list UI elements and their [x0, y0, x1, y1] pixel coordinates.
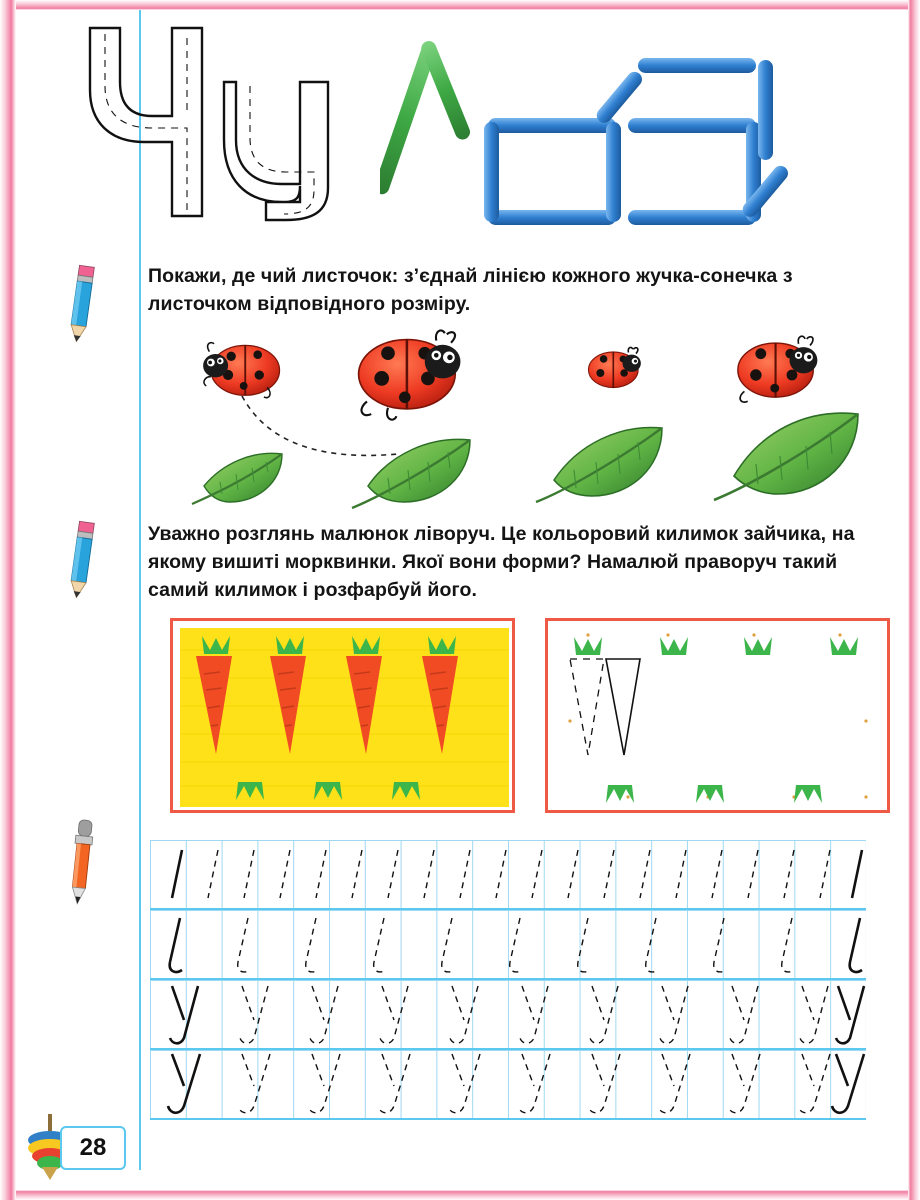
ladybug-medium [203, 343, 279, 398]
empty-rug[interactable] [545, 618, 890, 813]
page-border-left [0, 0, 16, 1200]
page-border-bottom [0, 1190, 920, 1200]
ladybug-medium-2 [738, 336, 818, 402]
page-border-right [908, 0, 920, 1200]
matchstick-composition [380, 30, 880, 235]
pen-icon [62, 818, 102, 908]
row-letter-u-full[interactable] [150, 1050, 866, 1120]
matchstick-cube [484, 58, 791, 225]
row-letter-u-half[interactable] [150, 980, 866, 1050]
carrot-guide-outlines [570, 659, 640, 755]
handwriting-practice-grid[interactable] [150, 840, 866, 1120]
task-2-text: Уважно розглянь малюнок ліворуч. Це кольоровий килимок зайчика, на якому вишиті морквинки. Якої вони форми? Намалюй праворуч такий самий килимок і розфарбуй його. [148, 523, 855, 601]
sprout-row-top [202, 636, 456, 654]
pencil-icon [62, 518, 102, 604]
sprout-row-top [574, 637, 858, 655]
sprout-row-bottom [236, 782, 420, 800]
task-1 [148, 262, 858, 318]
carrot-group [196, 656, 458, 754]
row-letter-u-element[interactable] [150, 910, 866, 980]
page-number-label: 28 [79, 1134, 107, 1161]
leaf-medium [352, 439, 470, 508]
page-border-top [0, 0, 920, 10]
row-hook-strokes[interactable] [150, 840, 866, 910]
ladybug-leaf-matching [150, 328, 890, 513]
letter-lowercase-outline [224, 82, 328, 220]
letter-lowercase-dash-guides [250, 86, 314, 214]
letter-uppercase-outline [90, 28, 202, 216]
page-number [60, 1126, 126, 1170]
sample-rug [170, 618, 515, 813]
leaf-medium-2 [536, 427, 662, 502]
ladybug-large [359, 330, 461, 419]
leaf-small [192, 453, 282, 504]
sprout-row-bottom [606, 785, 822, 803]
task-2 [148, 520, 858, 604]
letter-header [60, 20, 360, 225]
task-1-text: Покажи, де чий листочок: з’єднай лінією кожного жучка-сонечка з листочком відповідного розміру. [148, 265, 793, 315]
pencil-icon [62, 262, 102, 348]
matchstick-letter-u [380, 39, 472, 196]
letter-uppercase-dash-guides [105, 34, 187, 210]
leaf-large [714, 413, 858, 500]
drawn-connection-line [242, 396, 398, 455]
ladybug-small [588, 347, 640, 387]
